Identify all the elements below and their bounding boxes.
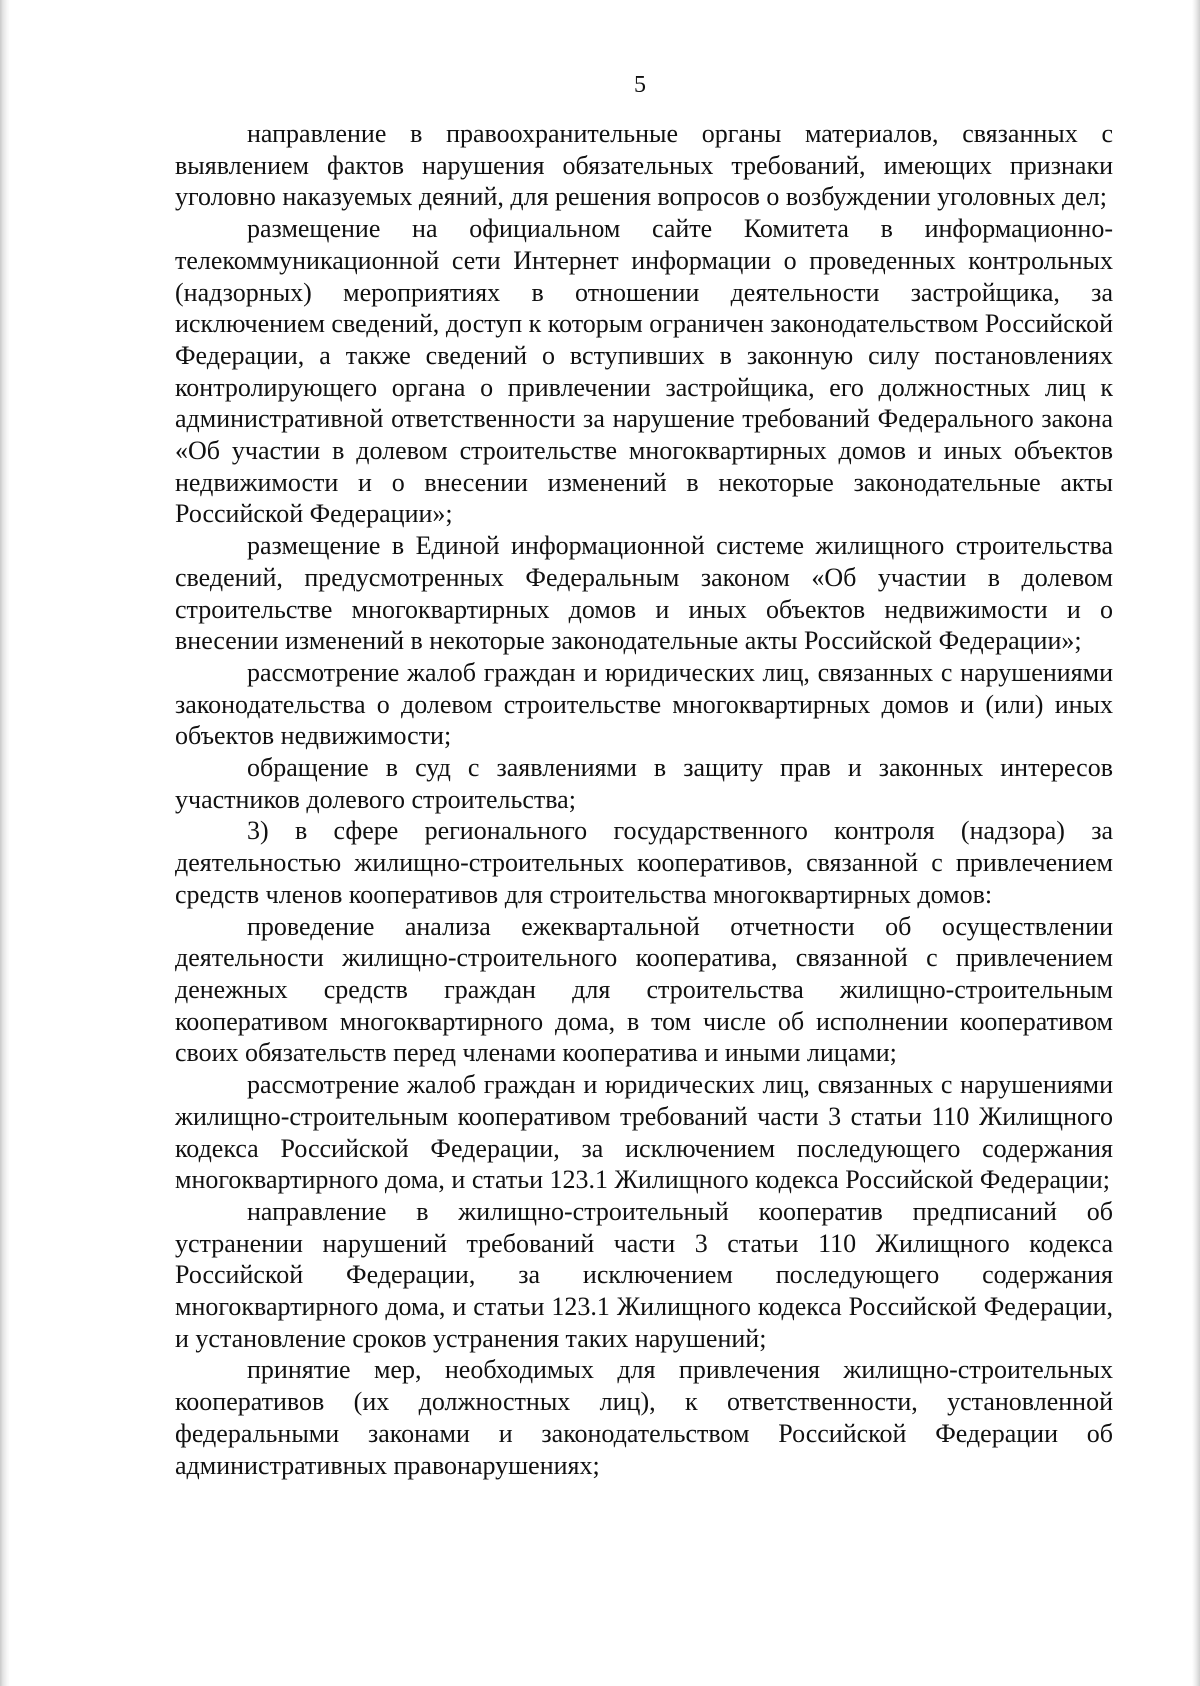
paragraph-unified-housing-system: размещение в Единой информационной системе жилищного строительства сведений, предусмотренных Федеральным законом «Об участии в долевом строительстве многоквартирных домов и иных объектов недвижимости и о внесении изменений в некоторые законодательные акты Российской Федерации»; bbox=[175, 531, 1113, 656]
page-number: 5 bbox=[634, 72, 646, 98]
paragraph-complaints-shared-construction: рассмотрение жалоб граждан и юридических лиц, связанных с нарушениями законодательства о долевом строительстве многоквартирных домов и (или) иных объектов недвижимости; bbox=[175, 657, 1113, 751]
document-body bbox=[175, 118, 1113, 1481]
paragraph-publish-on-committee-site: размещение на официальном сайте Комитета в информационно-телекоммуникационной сети Интернет информации о проведенных контрольных (надзорных) мероприятиях в отношении деятельности застройщика, за исключением сведений, доступ к которым ограничен законодательством Российской Федерации, а также сведений о вступивших в законную силу постановлениях контролирующего органа о привлечении застройщика, его должностных лиц к административной ответственности за нарушение требований Федерального закона «Об участии в долевом строительстве многоквартирных домов и иных объектов недвижимости и о внесении изменений в некоторые законодательные акты Российской Федерации»; bbox=[175, 214, 1113, 529]
paragraph-quarterly-report-analysis: проведение анализа ежеквартальной отчетности об осуществлении деятельности жилищно-строительного кооператива, связанной с привлечением денежных средств граждан для строительства жилищно-строительным кооперативом многоквартирного дома, в том числе об исполнении кооперативом своих обязательств перед членами кооператива и иными лицами; bbox=[175, 911, 1113, 1068]
paragraph-materials-to-law-enforcement: направление в правоохранительные органы материалов, связанных с выявлением фактов нарушения обязательных требований, имеющих признаки уголовно наказуемых деяний, для решения вопросов о возбуждении уголовных дел; bbox=[175, 119, 1113, 212]
scan-edge-right bbox=[1192, 0, 1200, 1686]
paragraph-section-3-heading: 3) в сфере регионального государственного контроля (надзора) за деятельностью жилищно-строительных кооперативов, связанной с привлечением средств членов кооперативов для строительства многоквартирных домов: bbox=[175, 816, 1113, 909]
paragraph-complaints-cooperative: рассмотрение жалоб граждан и юридических лиц, связанных с нарушениями жилищно-строительным кооперативом требований части 3 статьи 110 Жилищного кодекса Российской Федерации, за исключением последующего содержания многоквартирного дома, и статьи 123.1 Жилищного кодекса Российской Федерации; bbox=[175, 1070, 1113, 1195]
scan-edge-left bbox=[0, 0, 10, 1686]
paragraph-cooperative-orders: направление в жилищно-строительный кооператив предписаний об устранении нарушений требований части 3 статьи 110 Жилищного кодекса Российской Федерации, за исключением последующего содержания многоквартирного дома, и статьи 123.1 Жилищного кодекса Российской Федерации, и установление сроков устранения таких нарушений; bbox=[175, 1196, 1113, 1353]
paragraph-liability-measures: принятие мер, необходимых для привлечения жилищно-строительных кооперативов (их должностных лиц), к ответственности, установленной федеральными законами и законодательством Российской Федерации об административных правонарушениях; bbox=[175, 1355, 1113, 1480]
paragraph-court-appeal: обращение в суд с заявлениями в защиту прав и законных интересов участников долевого строительства; bbox=[175, 753, 1113, 814]
